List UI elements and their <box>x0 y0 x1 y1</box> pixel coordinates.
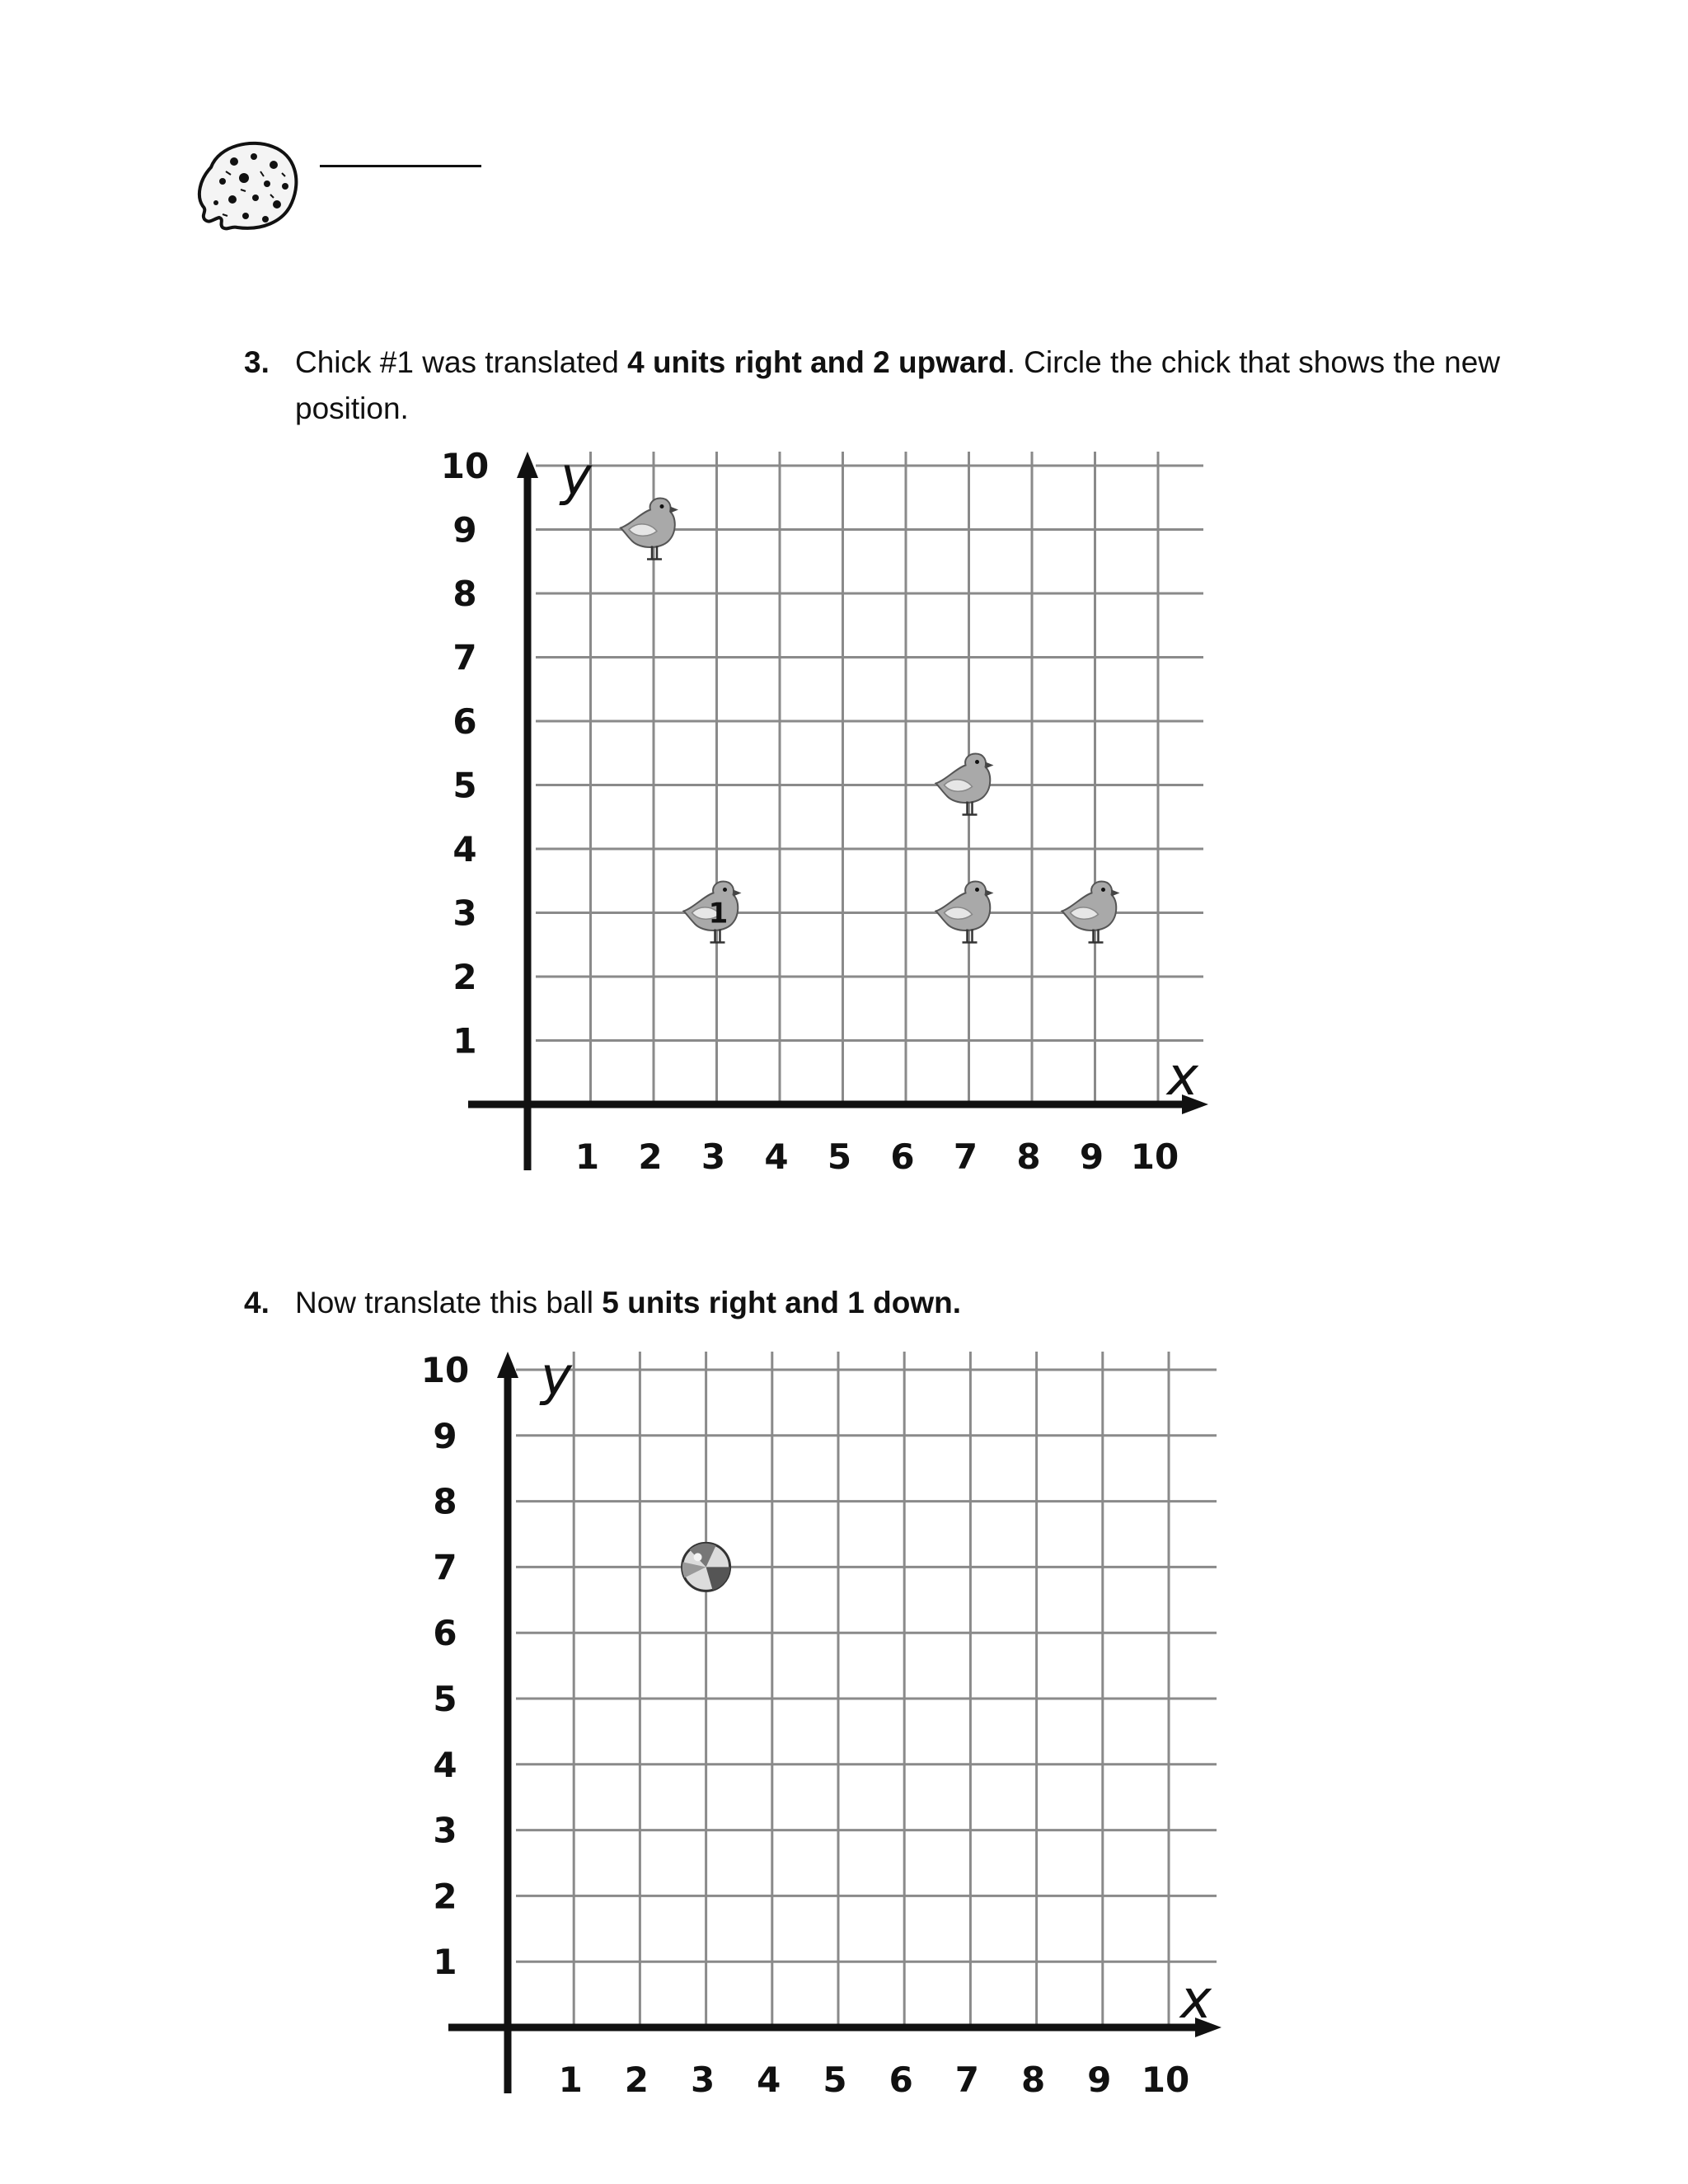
y-tick-label: 3 <box>433 1810 457 1851</box>
y-tick-label: 1 <box>433 1942 457 1983</box>
y-tick-label: 6 <box>433 1613 457 1654</box>
chick-eye <box>1101 888 1105 892</box>
x-tick-label: 8 <box>1016 1137 1041 1177</box>
y-axis-letter: y <box>541 1347 572 1408</box>
x-tick-label: 5 <box>823 2060 847 2100</box>
x-tick-label: 6 <box>890 1137 915 1177</box>
y-tick-label: 1 <box>452 1020 477 1062</box>
y-tick-label: 4 <box>433 1744 457 1785</box>
y-tick-label: 10 <box>440 446 490 486</box>
chick-beak <box>734 890 742 897</box>
question-3 <box>244 340 1530 432</box>
chick-body <box>621 499 675 548</box>
y-tick-label: 7 <box>452 637 477 678</box>
chick-icon <box>936 754 994 815</box>
y-tick-label: 7 <box>433 1547 457 1588</box>
chick-body <box>1062 882 1117 931</box>
chick-icon <box>1062 882 1120 943</box>
y-axis-arrow <box>517 452 538 478</box>
y-tick-label: 5 <box>452 765 477 806</box>
x-axis-letter: x <box>1180 1970 1212 2031</box>
coordinate-grid-chicks <box>440 437 1220 1179</box>
y-tick-label: 8 <box>452 574 477 614</box>
x-axis-letter: x <box>1167 1047 1198 1108</box>
x-tick-label: 8 <box>1020 2060 1046 2100</box>
x-tick-label: 7 <box>953 1137 978 1177</box>
x-tick-label: 9 <box>1087 2060 1112 2100</box>
question-number: 4. <box>244 1286 270 1319</box>
x-tick-label: 6 <box>889 2060 913 2100</box>
chick-body <box>936 882 991 931</box>
y-tick-label: 5 <box>433 1679 457 1719</box>
chick-icon <box>936 882 994 943</box>
x-tick-label: 2 <box>624 2060 649 2100</box>
x-tick-label: 3 <box>690 2060 715 2100</box>
y-tick-label: 9 <box>452 509 477 551</box>
chick-icon <box>684 882 742 943</box>
y-axis-arrow <box>497 1352 518 1378</box>
y-tick-label: 10 <box>420 1350 470 1390</box>
cookie-icon <box>195 138 302 233</box>
y-tick-label: 2 <box>433 1876 457 1917</box>
chick-beak <box>986 890 994 897</box>
y-tick-label: 9 <box>433 1415 457 1456</box>
x-tick-label: 7 <box>954 2060 980 2100</box>
chick-icon <box>621 499 678 560</box>
x-tick-label: 4 <box>757 2060 781 2100</box>
question-text: Now translate this ball 5 units right and 1 down. <box>295 1286 962 1319</box>
x-tick-label: 1 <box>558 2060 583 2100</box>
question-4 <box>244 1280 1530 1326</box>
chick-eye <box>975 760 979 764</box>
y-tick-label: 6 <box>452 701 477 742</box>
question-text: Chick #1 was translated 4 units right and 2 upward. Circle the chick that shows the new position. <box>295 345 1501 425</box>
ball-highlight <box>694 1553 702 1561</box>
name-line <box>320 165 481 167</box>
chick-beak <box>1112 890 1120 897</box>
x-tick-label: 9 <box>1079 1137 1104 1177</box>
chick-eye <box>723 888 727 892</box>
chick-beak <box>986 762 994 769</box>
y-tick-label: 8 <box>433 1481 457 1522</box>
y-axis-letter: y <box>560 447 592 508</box>
chick-eye <box>660 504 664 509</box>
y-tick-label: 4 <box>452 829 477 869</box>
y-tick-label: 2 <box>452 957 477 997</box>
chick-beak <box>670 507 678 513</box>
y-tick-label: 3 <box>452 893 477 934</box>
x-tick-label: 2 <box>638 1137 663 1177</box>
question-number: 3. <box>244 345 270 379</box>
chick-eye <box>975 888 979 892</box>
coordinate-grid-ball <box>420 1335 1236 2168</box>
chick-body <box>936 754 991 804</box>
x-tick-label: 1 <box>574 1137 600 1177</box>
x-tick-label: 10 <box>1130 1137 1179 1177</box>
x-tick-label: 4 <box>764 1137 789 1177</box>
x-tick-label: 3 <box>701 1137 726 1177</box>
x-tick-label: 10 <box>1141 2060 1190 2100</box>
ball-icon <box>682 1543 730 1591</box>
x-tick-label: 5 <box>827 1137 852 1177</box>
chick-number-label: 1 <box>708 897 729 930</box>
